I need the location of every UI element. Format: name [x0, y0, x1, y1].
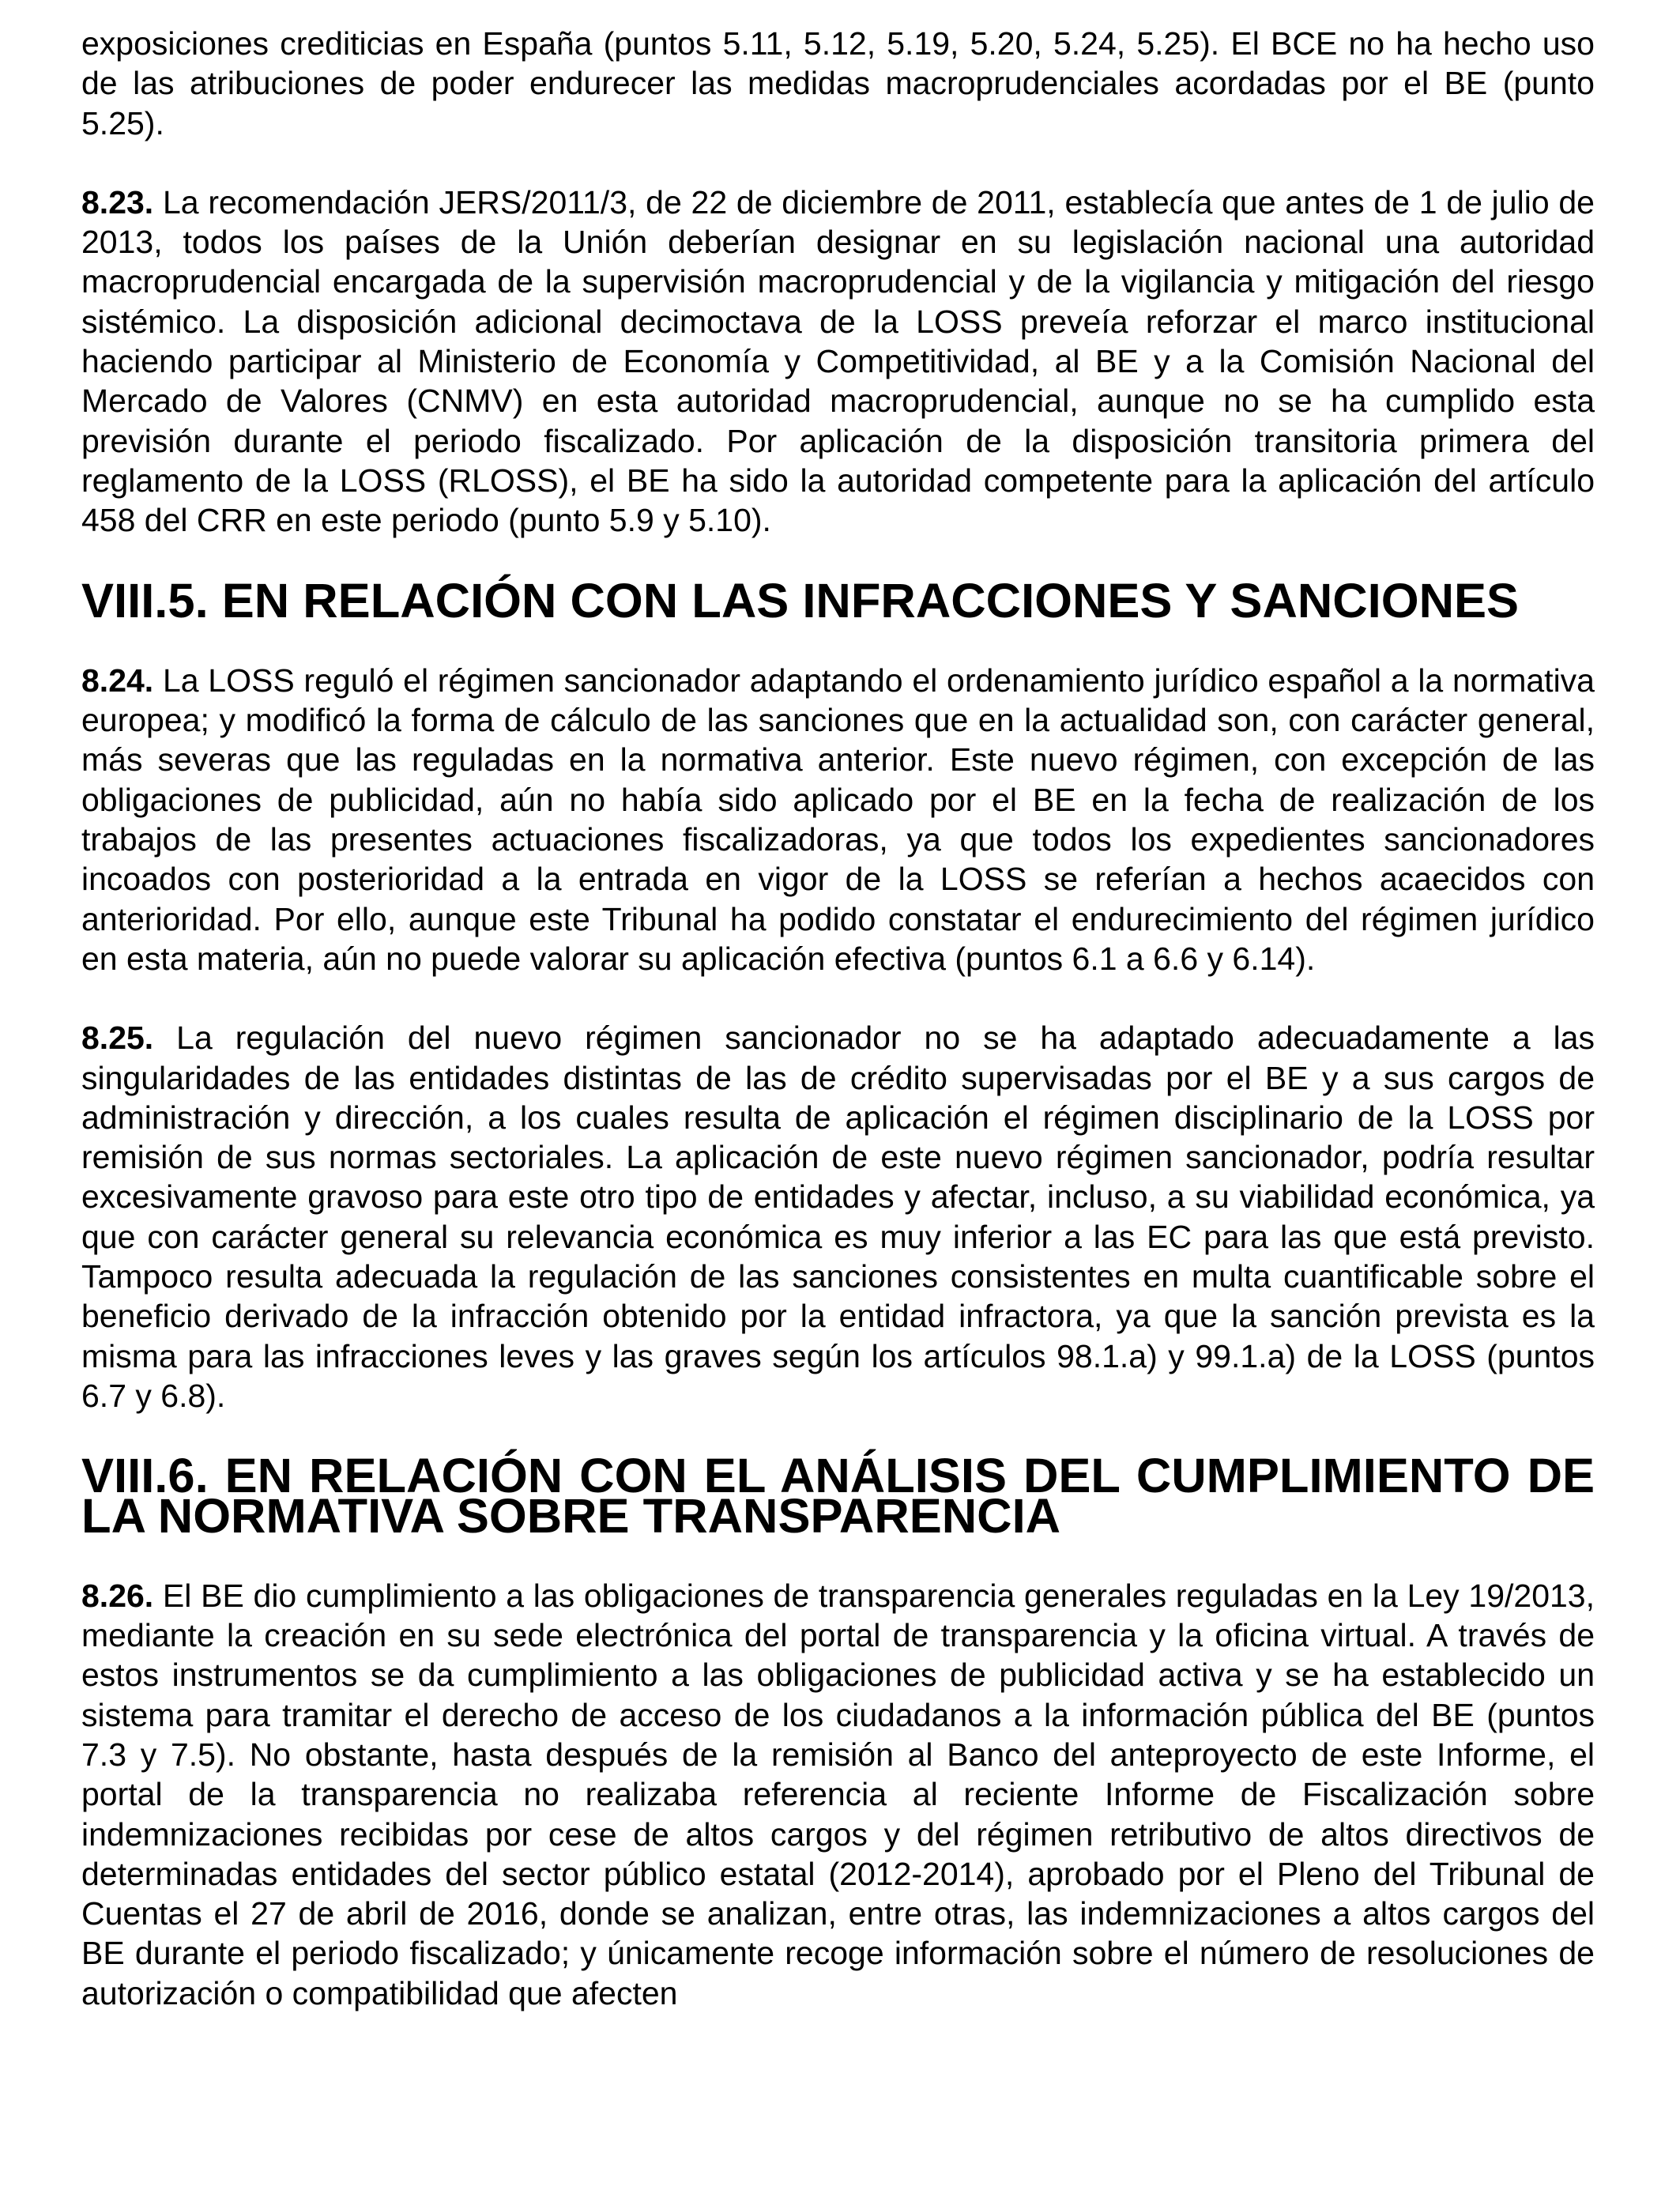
section-heading-viii-5: VIII.5. EN RELACIÓN CON LAS INFRACCIONES Y SANCIONES [81, 573, 1520, 628]
paragraph-text: El BE dio cumplimiento a las obligaciones de transparencia generales reguladas en la Ley 19/2013, mediante la creación en su sede electrónica del portal de transparencia y la oficina virtual. A través de estos instrumentos se da cumplimiento a las obligaciones de publicidad activa y se ha establecido un sistema para tramitar el derecho de acceso de los ciudadanos a la información pública del BE (puntos 7.3 y 7.5). No obstante, hasta después de la remisión al Banco del anteproyecto de este Informe, el portal de la transparencia no realizaba referencia al reciente Informe de Fiscalización sobre indemnizaciones recibidas por cese de altos cargos y del régimen retributivo de altos directivos de determinadas entidades del sector público estatal (2012-2014), aprobado por el Pleno del Tribunal de Cuentas el 27 de abril de 2016, donde se analizan, entre otras, las indemnizaciones a altos cargos del BE durante el periodo fiscalizado; y únicamente recoge información sobre el número de resoluciones de autorización o compatibilidad que afecten [81, 1577, 1595, 2011]
paragraph-8-26 [81, 1576, 1595, 2013]
paragraph-text: La regulación del nuevo régimen sancionador no se ha adaptado adecuadamente a las singularidades de las entidades distintas de las de crédito supervisadas por el BE y a sus cargos de administración y dirección, a los cuales resulta de aplicación el régimen disciplinario de la LOSS por remisión de sus normas sectoriales. La aplicación de este nuevo régimen sancionador, podría resultar excesivamente gravoso para este otro tipo de entidades y afectar, incluso, a su viabilidad económica, ya que con carácter general su relevancia económica es muy inferior a las EC para las que está previsto. Tampoco resulta adecuada la regulación de las sanciones consistentes en multa cuantificable sobre el beneficio derivado de la infracción obtenido por la entidad infractora, ya que la sanción prevista es la misma para las infracciones leves y las graves según los artículos 98.1.a) y 99.1.a) de la LOSS (puntos 6.7 y 6.8). [81, 1020, 1595, 1414]
document-page [81, 24, 1595, 2013]
paragraph-text: La LOSS reguló el régimen sancionador adaptando el ordenamiento jurídico español a la normativa europea; y modificó la forma de cálculo de las sanciones que en la actualidad son, con carácter general, más severas que las reguladas en la normativa anterior. Este nuevo régimen, con excepción de las obligaciones de publicidad, aún no había sido aplicado por el BE en la fecha de realización de los trabajos de las presentes actuaciones fiscalizadoras, ya que todos los expedientes sancionadores incoados con posterioridad a la entrada en vigor de la LOSS se referían a hechos acaecidos con anterioridad. Por ello, aunque este Tribunal ha podido constatar el endurecimiento del régimen jurídico en esta materia, aún no puede valorar su aplicación efectiva (puntos 6.1 a 6.6 y 6.14). [81, 662, 1595, 977]
paragraph-8-23 [81, 183, 1595, 541]
paragraph-text: exposiciones crediticias en España (puntos 5.11, 5.12, 5.19, 5.20, 5.24, 5.25). El BCE no ha hecho uso de las atribuciones de poder endurecer las medidas macroprudenciales acordadas por el BE (punto 5.25). [81, 25, 1595, 141]
paragraph-number: 8.24. [81, 662, 154, 699]
paragraph-8-25 [81, 1018, 1595, 1416]
paragraph-8-24 [81, 661, 1595, 978]
section-heading-viii-6: VIII.6. EN RELACIÓN CON EL ANÁLISIS DEL CUMPLIMIENTO DE LA NORMATIVA SOBRE TRANSPARENCIA [81, 1449, 1595, 1544]
paragraph-number: 8.26. [81, 1577, 154, 1614]
paragraph-intro [81, 24, 1595, 143]
paragraph-number: 8.23. [81, 183, 154, 221]
paragraph-text: La recomendación JERS/2011/3, de 22 de diciembre de 2011, establecía que antes de 1 de julio de 2013, todos los países de la Unión deberían designar en su legislación nacional una autoridad macroprudencial encargada de la supervisión macroprudencial y de la vigilancia y mitigación del riesgo sistémico. La disposición adicional decimoctava de la LOSS preveía reforzar el marco institucional haciendo participar al Ministerio de Economía y Competitividad, al BE y a la Comisión Nacional del Mercado de Valores (CNMV) en esta autoridad macroprudencial, aunque no se ha cumplido esta previsión durante el periodo fiscalizado. Por aplicación de la disposición transitoria primera del reglamento de la LOSS (RLOSS), el BE ha sido la autoridad competente para la aplicación del artículo 458 del CRR en este periodo (punto 5.9 y 5.10). [81, 183, 1595, 539]
paragraph-number: 8.25. [81, 1020, 154, 1057]
